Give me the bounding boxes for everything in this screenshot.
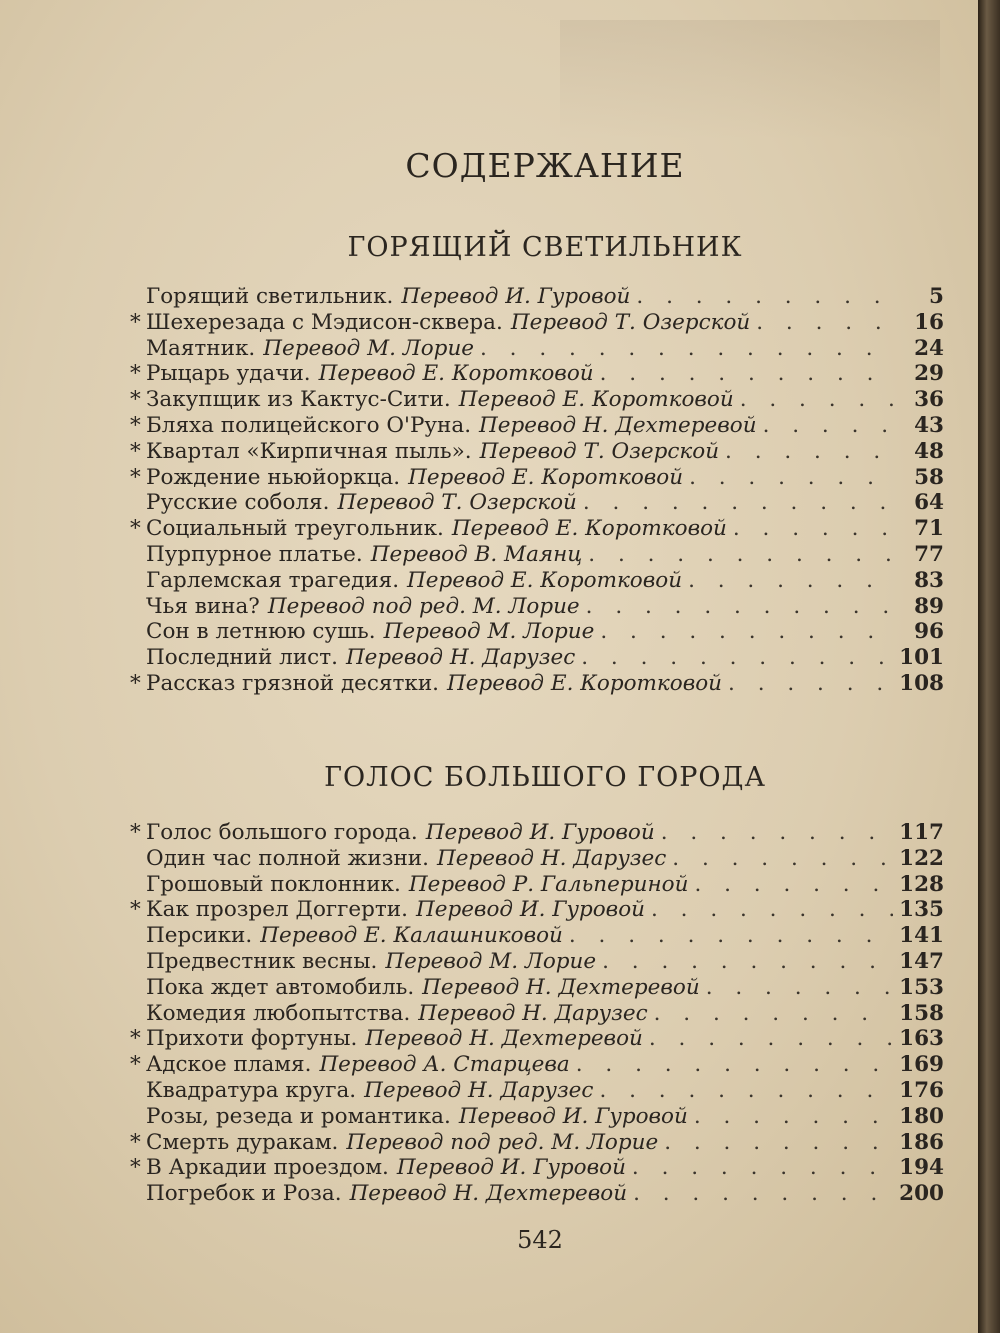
toc-entry [130, 1026, 944, 1052]
toc-entry [130, 490, 944, 516]
story-title: Русские соболя. [146, 490, 330, 516]
new-translation-marker: * [130, 438, 141, 464]
dot-leader [661, 820, 893, 846]
dot-leader [733, 516, 894, 542]
toc-list [130, 820, 944, 1207]
page-number: 542 [517, 1226, 563, 1254]
toc-entry [130, 645, 944, 671]
toc-entry [130, 387, 944, 413]
story-title: Адское пламя. [146, 1052, 312, 1078]
page-ref: 83 [914, 567, 944, 593]
story-title: Последний лист. [146, 645, 338, 671]
story-title: Квадратура круга. [146, 1077, 357, 1103]
toc-entry [130, 1155, 944, 1181]
story-title: Социальный треугольник. [146, 516, 444, 542]
translator-credit: Перевод Е. Калашниковой [260, 923, 563, 949]
translator-credit: Перевод Т. Озерской [479, 438, 720, 464]
page-ref: 163 [899, 1026, 944, 1052]
story-title: Грошовый поклонник. [146, 871, 401, 897]
translator-credit: Перевод Т. Озерской [337, 490, 577, 516]
dot-leader [583, 490, 894, 516]
book-spine [978, 0, 1000, 1333]
story-title: Голос большого города. [146, 820, 418, 845]
translator-credit: Перевод Т. Озерской [510, 309, 751, 335]
dot-leader [654, 1001, 893, 1027]
page-ref: 96 [914, 619, 944, 645]
page-ref: 180 [899, 1103, 944, 1129]
toc-entry [130, 413, 944, 439]
page-ref: 158 [899, 1000, 944, 1026]
translator-credit: Перевод Е. Коротковой [318, 361, 594, 387]
story-title: Предвестник весны. [146, 948, 378, 974]
story-title: Бляха полицейского О'Руна. [146, 412, 472, 438]
new-translation-marker: * [130, 309, 141, 335]
bleed-through-text [560, 20, 940, 140]
story-title: Комедия любопытства. [146, 1000, 411, 1026]
story-title: Розы, резеда и романтика. [146, 1103, 451, 1129]
new-translation-marker: * [130, 897, 141, 923]
translator-credit: Перевод Н. Дарузес [345, 645, 576, 671]
dot-leader [756, 310, 894, 336]
story-title: Погребок и Роза. [146, 1181, 342, 1207]
new-translation-marker: * [130, 516, 141, 542]
story-title: Горящий светильник. [146, 284, 394, 309]
story-title: Один час полной жизни. [146, 845, 429, 871]
translator-credit: Перевод Е. Коротковой [408, 464, 684, 490]
dot-leader [632, 1155, 893, 1181]
toc-entry [130, 361, 944, 387]
translator-credit: Перевод Н. Дехтеревой [365, 1026, 643, 1052]
new-translation-marker: * [130, 1129, 141, 1155]
toc-entry [130, 923, 944, 949]
page-ref: 36 [914, 387, 944, 413]
toc-entry [130, 439, 944, 465]
section-title: ГОЛОС БОЛЬШОГО ГОРОДА [324, 762, 766, 793]
toc-entry [130, 1052, 944, 1078]
translator-credit: Перевод Н. Дехтеревой [422, 974, 700, 1000]
page-ref: 153 [899, 974, 944, 1000]
new-translation-marker: * [130, 387, 141, 413]
toc-entry [130, 594, 944, 620]
toc-entry [130, 897, 944, 923]
translator-credit: Перевод И. Гуровой [401, 284, 631, 309]
dot-leader [602, 949, 893, 975]
translator-credit: Перевод Н. Дарузес [436, 845, 667, 871]
dot-leader [599, 1078, 893, 1104]
page-ref: 89 [914, 593, 944, 619]
dot-leader [706, 975, 893, 1001]
page-ref: 108 [899, 670, 944, 696]
dot-leader [576, 1052, 893, 1078]
story-title: Сон в летнюю сушь. [146, 619, 376, 645]
story-title: Чья вина? [146, 593, 260, 619]
story-title: Квартал «Кирпичная пыль». [146, 438, 472, 464]
page-ref: 64 [914, 490, 944, 516]
story-title: В Аркадии проездом. [146, 1155, 389, 1181]
new-translation-marker: * [130, 412, 141, 438]
dot-leader [688, 568, 894, 594]
translator-credit: Перевод Е. Коротковой [407, 567, 683, 593]
toc-entry [130, 949, 944, 975]
toc-entry [130, 872, 944, 898]
contents-heading: СОДЕРЖАНИЕ [405, 146, 685, 185]
story-title: Маятник. [146, 335, 256, 361]
toc-entry [130, 465, 944, 491]
toc-entry [130, 975, 944, 1001]
dot-leader [600, 619, 894, 645]
translator-credit: Перевод М. Лорие [383, 619, 595, 645]
page-ref: 77 [914, 541, 944, 567]
translator-credit: Перевод Е. Коротковой [451, 516, 727, 542]
translator-credit: Перевод И. Гуровой [458, 1103, 688, 1129]
page-ref: 186 [899, 1129, 944, 1155]
toc-entry [130, 568, 944, 594]
page-ref: 16 [914, 309, 944, 335]
new-translation-marker: * [130, 670, 141, 696]
new-translation-marker: * [130, 1052, 141, 1078]
page-ref: 122 [899, 845, 944, 871]
dot-leader [600, 361, 894, 387]
new-translation-marker: * [130, 1155, 141, 1181]
translator-credit: Перевод Н. Дехтеревой [479, 412, 757, 438]
page-ref: 29 [914, 361, 944, 387]
toc-entry [130, 336, 944, 362]
page-ref: 135 [899, 897, 944, 923]
page-ref: 200 [899, 1181, 944, 1207]
toc-entry [130, 542, 944, 568]
story-title: Рыцарь удачи. [146, 361, 311, 387]
translator-credit: Перевод под ред. М. Лорие [346, 1129, 659, 1155]
story-title: Гарлемская трагедия. [146, 567, 400, 593]
story-title: Смерть дуракам. [146, 1129, 339, 1155]
toc-entry [130, 1078, 944, 1104]
page-ref: 141 [899, 923, 944, 949]
page-ref: 194 [899, 1155, 944, 1181]
toc-entry [130, 284, 944, 310]
toc-entry [130, 310, 944, 336]
new-translation-marker: * [130, 1026, 141, 1052]
translator-credit: Перевод И. Гуровой [425, 820, 655, 845]
translator-credit: Перевод В. Маянц [370, 541, 583, 567]
translator-credit: Перевод Н. Дарузес [418, 1000, 648, 1026]
page-ref: 43 [914, 412, 944, 438]
dot-leader [569, 923, 893, 949]
dot-leader [728, 671, 893, 697]
story-title: Рассказ грязной десятки. [146, 670, 440, 696]
page-ref: 101 [899, 645, 944, 671]
story-title: Пока ждет автомобиль. [146, 974, 415, 1000]
page-ref: 58 [914, 464, 944, 490]
dot-leader [689, 465, 894, 491]
translator-credit: Перевод Е. Коротковой [458, 387, 734, 413]
dot-leader [480, 336, 894, 362]
dot-leader [651, 897, 893, 923]
dot-leader [672, 846, 893, 872]
dot-leader [725, 439, 894, 465]
dot-leader [740, 387, 894, 413]
page-ref: 176 [899, 1077, 944, 1103]
page-ref: 128 [899, 871, 944, 897]
toc-entry [130, 1181, 944, 1207]
dot-leader [581, 645, 893, 671]
translator-credit: Перевод А. Старцева [319, 1052, 570, 1078]
toc-list [130, 284, 944, 697]
page-ref: 169 [899, 1052, 944, 1078]
page-ref: 71 [914, 516, 944, 542]
dot-leader [633, 1181, 893, 1207]
toc-entry [130, 1130, 944, 1156]
page-ref: 117 [899, 820, 944, 845]
story-title: Рождение ньюйоркца. [146, 464, 401, 490]
story-title: Персики. [146, 923, 253, 949]
translator-credit: Перевод М. Лорие [263, 335, 475, 361]
page-ref: 48 [914, 438, 944, 464]
dot-leader [763, 413, 894, 439]
dot-leader [636, 284, 894, 310]
story-title: Пурпурное платье. [146, 541, 363, 567]
new-translation-marker: * [130, 820, 141, 845]
translator-credit: Перевод Р. Гальпериной [408, 871, 689, 897]
story-title: Закупщик из Кактус-Сити. [146, 387, 451, 413]
dot-leader [694, 1104, 893, 1130]
page-ref: 24 [914, 335, 944, 361]
section-title: ГОРЯЩИЙ СВЕТИЛЬНИК [347, 232, 743, 263]
toc-entry [130, 516, 944, 542]
new-translation-marker: * [130, 361, 141, 387]
toc-entry [130, 619, 944, 645]
toc-entry [130, 1001, 944, 1027]
story-title: Шехерезада с Мэдисон-сквера. [146, 309, 503, 335]
translator-credit: Перевод И. Гуровой [415, 897, 645, 923]
dot-leader [588, 542, 894, 568]
story-title: Прихоти фортуны. [146, 1026, 358, 1052]
translator-credit: Перевод Е. Коротковой [447, 670, 723, 696]
dot-leader [694, 872, 893, 898]
translator-credit: Перевод М. Лорие [385, 948, 597, 974]
story-title: Как прозрел Доггерти. [146, 897, 408, 923]
translator-credit: Перевод Н. Дехтеревой [349, 1181, 628, 1207]
dot-leader [649, 1026, 893, 1052]
toc-entry [130, 820, 944, 846]
page-ref: 147 [899, 948, 944, 974]
dot-leader [586, 594, 894, 620]
toc-entry [130, 671, 944, 697]
toc-entry [130, 846, 944, 872]
dot-leader [664, 1130, 893, 1156]
new-translation-marker: * [130, 464, 141, 490]
translator-credit: Перевод под ред. М. Лорие [267, 593, 580, 619]
page-ref: 5 [929, 284, 944, 309]
translator-credit: Перевод Н. Дарузес [364, 1077, 594, 1103]
toc-entry [130, 1104, 944, 1130]
translator-credit: Перевод И. Гуровой [396, 1155, 626, 1181]
